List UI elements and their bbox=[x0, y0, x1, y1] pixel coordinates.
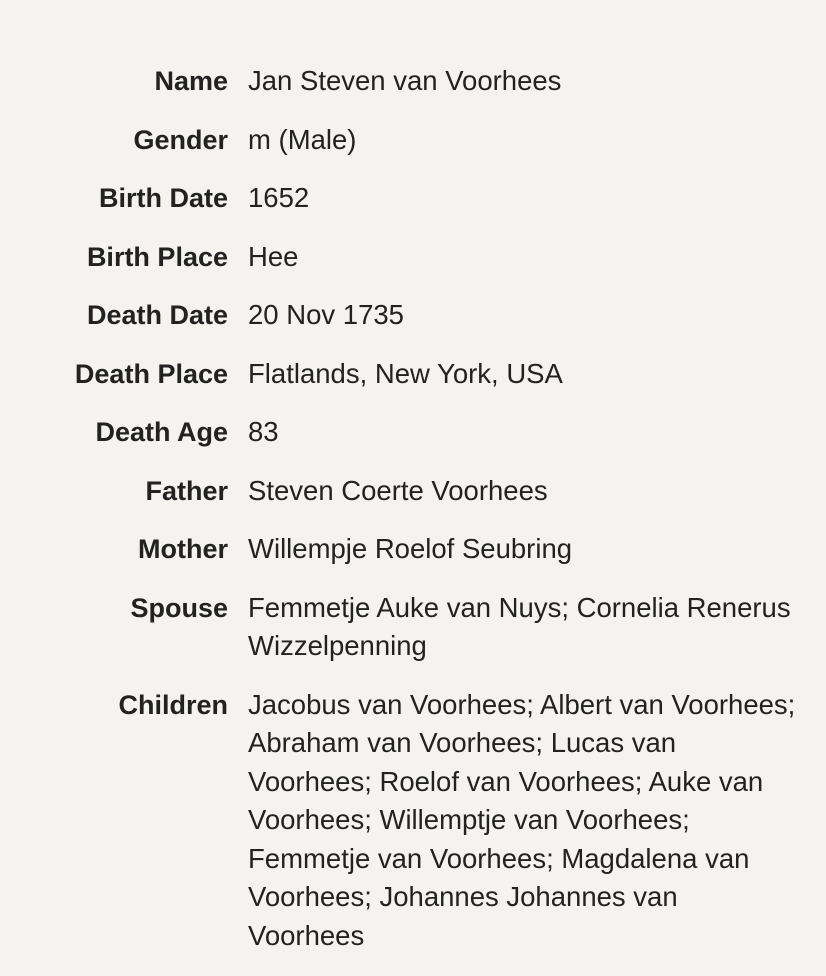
mother-value: Willempje Roelof Seubring bbox=[248, 533, 573, 564]
spouse-label: Spouse bbox=[130, 592, 228, 623]
birth-place-value: Hee bbox=[248, 240, 299, 272]
death-age-value: 83 bbox=[248, 416, 279, 447]
person-record bbox=[0, 62, 826, 975]
row-birth-date bbox=[0, 179, 826, 218]
mother-label: Mother bbox=[138, 534, 228, 564]
row-death-age bbox=[0, 413, 826, 452]
row-death-date bbox=[0, 296, 826, 335]
father-label: Father bbox=[145, 475, 228, 506]
row-gender bbox=[0, 121, 826, 160]
gender-value: m (Male) bbox=[248, 123, 357, 155]
birth-date-label: Birth Date bbox=[98, 183, 228, 213]
father-value: Steven Coerte Voorhees bbox=[248, 474, 548, 506]
row-death-place bbox=[0, 355, 826, 394]
row-name bbox=[0, 62, 826, 101]
row-spouse bbox=[0, 589, 826, 666]
death-age-label: Death Age bbox=[95, 417, 228, 447]
children-value: Jacobus van Voorhees; Albert van Voorhees; Abraham van Voorhees; Lucas van Voorhees; Roelof van Voorhees; Auke van Voorhees; Willemptje van Voorhees; Femmetje van Voorhees; Magdalena van Voorhees; Johannes Johannes van Voorhees bbox=[248, 688, 796, 951]
name-value: Jan Steven van Voorhees bbox=[248, 65, 562, 96]
death-date-label: Death Date bbox=[86, 300, 228, 330]
row-children bbox=[0, 686, 826, 956]
row-father bbox=[0, 472, 826, 511]
birth-place-label: Birth Place bbox=[86, 241, 228, 272]
death-place-label: Death Place bbox=[74, 358, 228, 389]
death-place-value: Flatlands, New York, USA bbox=[248, 357, 563, 389]
children-label: Children bbox=[118, 689, 228, 720]
name-label: Name bbox=[154, 66, 228, 96]
row-mother bbox=[0, 530, 826, 569]
death-date-value: 20 Nov 1735 bbox=[248, 299, 404, 330]
gender-label: Gender bbox=[133, 124, 228, 155]
spouse-value: Femmetje Auke van Nuys; Cornelia Renerus Wizzelpenning bbox=[248, 591, 791, 661]
birth-date-value: 1652 bbox=[248, 182, 310, 213]
row-birth-place bbox=[0, 238, 826, 277]
